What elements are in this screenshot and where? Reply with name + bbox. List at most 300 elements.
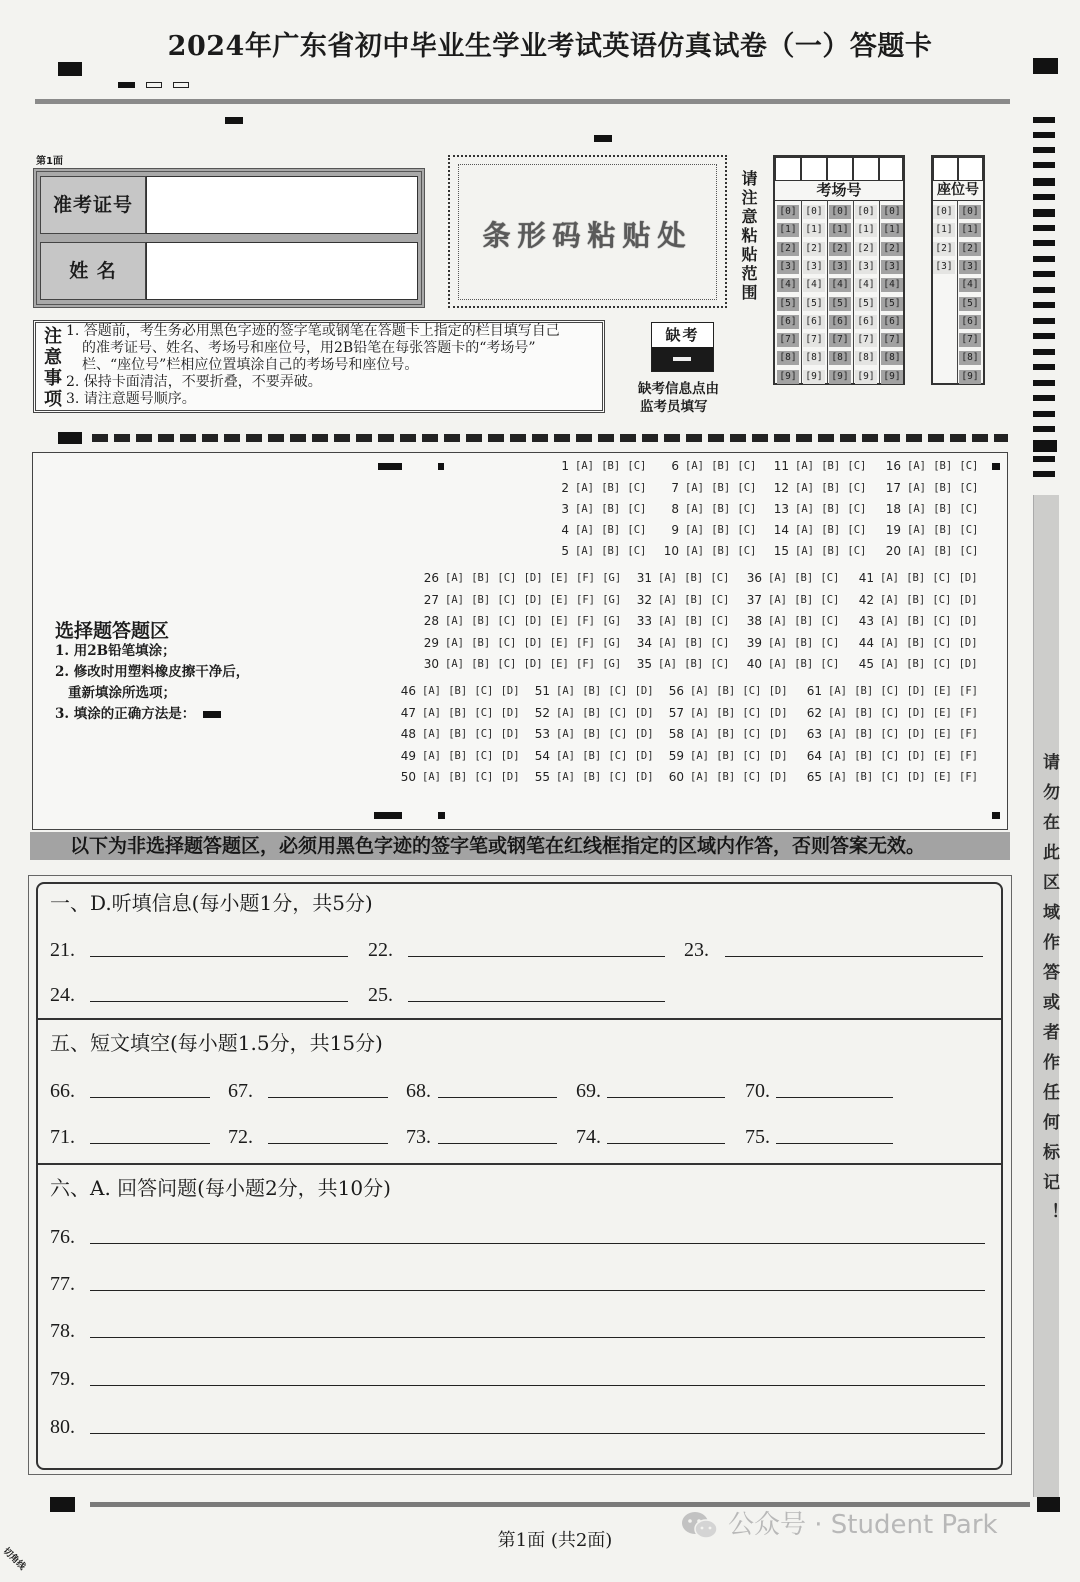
exam-room-bubble[interactable]: [6] — [777, 315, 799, 329]
answer-bubble-56-c[interactable]: [C] — [742, 685, 762, 697]
answer-bubble-9-a[interactable]: [A] — [685, 524, 704, 536]
seat-bubble[interactable]: [7] — [959, 333, 981, 347]
answer-bubble-50-a[interactable]: [A] — [422, 771, 441, 783]
seat-bubble[interactable]: [9] — [959, 370, 981, 384]
answer-bubble-4-a[interactable]: [A] — [575, 524, 594, 536]
answer-blank-68[interactable] — [438, 1097, 557, 1098]
answer-bubble-41-a[interactable]: [A] — [880, 572, 899, 584]
answer-bubble-55-b[interactable]: [B] — [582, 771, 602, 783]
exam-room-bubble[interactable]: [0] — [855, 205, 877, 219]
answer-bubble-59-c[interactable]: [C] — [742, 750, 762, 762]
answer-bubble-63-c[interactable]: [C] — [880, 728, 900, 740]
exam-room-bubble[interactable]: [3] — [881, 260, 903, 274]
answer-bubble-32-a[interactable]: [A] — [658, 594, 677, 606]
answer-bubble-9-c[interactable]: [C] — [737, 524, 757, 536]
answer-bubble-39-a[interactable]: [A] — [768, 637, 787, 649]
answer-bubble-28-d[interactable]: [D] — [523, 615, 543, 627]
exam-room-bubble[interactable]: [9] — [829, 370, 851, 384]
answer-bubble-63-a[interactable]: [A] — [828, 728, 847, 740]
answer-bubble-63-b[interactable]: [B] — [854, 728, 874, 740]
answer-blank-74[interactable] — [607, 1143, 725, 1144]
answer-bubble-49-d[interactable]: [D] — [500, 750, 520, 762]
exam-room-bubble[interactable]: [4] — [855, 278, 877, 292]
answer-bubble-6-a[interactable]: [A] — [685, 460, 704, 472]
answer-bubble-62-f[interactable]: [F] — [959, 707, 978, 719]
answer-bubble-63-f[interactable]: [F] — [959, 728, 978, 740]
answer-bubble-35-c[interactable]: [C] — [710, 658, 730, 670]
answer-bubble-27-b[interactable]: [B] — [471, 594, 491, 606]
answer-bubble-13-b[interactable]: [B] — [821, 503, 841, 515]
answer-bubble-41-c[interactable]: [C] — [932, 572, 952, 584]
answer-bubble-5-a[interactable]: [A] — [575, 545, 594, 557]
answer-bubble-42-b[interactable]: [B] — [906, 594, 926, 606]
answer-bubble-59-b[interactable]: [B] — [716, 750, 736, 762]
exam-room-write-cell[interactable] — [775, 157, 801, 181]
answer-bubble-45-b[interactable]: [B] — [906, 658, 926, 670]
answer-bubble-2-c[interactable]: [C] — [627, 482, 647, 494]
answer-bubble-58-b[interactable]: [B] — [716, 728, 736, 740]
answer-bubble-65-e[interactable]: [E] — [932, 771, 952, 783]
answer-bubble-11-a[interactable]: [A] — [795, 460, 814, 472]
answer-bubble-36-a[interactable]: [A] — [768, 572, 787, 584]
exam-room-bubble[interactable]: [5] — [829, 297, 851, 311]
answer-bubble-5-c[interactable]: [C] — [627, 545, 647, 557]
answer-bubble-35-a[interactable]: [A] — [658, 658, 677, 670]
answer-bubble-57-a[interactable]: [A] — [690, 707, 709, 719]
answer-bubble-3-a[interactable]: [A] — [575, 503, 594, 515]
exam-room-bubble[interactable]: [3] — [829, 260, 851, 274]
answer-blank-75[interactable] — [776, 1143, 893, 1144]
answer-bubble-44-c[interactable]: [C] — [932, 637, 952, 649]
exam-room-bubble[interactable]: [8] — [777, 351, 799, 365]
answer-bubble-32-b[interactable]: [B] — [684, 594, 704, 606]
exam-room-bubble[interactable]: [3] — [803, 260, 825, 274]
exam-room-bubble[interactable]: [1] — [855, 223, 877, 237]
answer-bubble-29-b[interactable]: [B] — [471, 637, 491, 649]
answer-bubble-37-c[interactable]: [C] — [820, 594, 840, 606]
answer-bubble-53-d[interactable]: [D] — [634, 728, 654, 740]
answer-blank-78[interactable] — [90, 1337, 985, 1338]
answer-bubble-4-c[interactable]: [C] — [627, 524, 647, 536]
answer-bubble-57-d[interactable]: [D] — [768, 707, 788, 719]
answer-bubble-30-c[interactable]: [C] — [497, 658, 517, 670]
answer-bubble-14-b[interactable]: [B] — [821, 524, 841, 536]
answer-bubble-31-b[interactable]: [B] — [684, 572, 704, 584]
answer-blank-77[interactable] — [90, 1290, 985, 1291]
answer-blank-80[interactable] — [90, 1433, 985, 1434]
exam-room-bubble[interactable]: [1] — [803, 223, 825, 237]
seat-bubble[interactable]: [0] — [959, 205, 981, 219]
answer-bubble-55-c[interactable]: [C] — [608, 771, 628, 783]
exam-room-bubble[interactable]: [5] — [881, 297, 903, 311]
answer-bubble-1-c[interactable]: [C] — [627, 460, 647, 472]
answer-bubble-65-b[interactable]: [B] — [854, 771, 874, 783]
answer-bubble-38-c[interactable]: [C] — [820, 615, 840, 627]
answer-bubble-11-b[interactable]: [B] — [821, 460, 841, 472]
answer-bubble-51-a[interactable]: [A] — [556, 685, 575, 697]
answer-blank-72[interactable] — [268, 1143, 388, 1144]
answer-bubble-56-b[interactable]: [B] — [716, 685, 736, 697]
answer-bubble-48-d[interactable]: [D] — [500, 728, 520, 740]
answer-bubble-60-d[interactable]: [D] — [768, 771, 788, 783]
answer-bubble-58-a[interactable]: [A] — [690, 728, 709, 740]
answer-bubble-62-e[interactable]: [E] — [932, 707, 952, 719]
exam-room-bubble[interactable]: [7] — [881, 333, 903, 347]
answer-blank-73[interactable] — [438, 1143, 557, 1144]
answer-bubble-53-c[interactable]: [C] — [608, 728, 628, 740]
answer-bubble-62-d[interactable]: [D] — [906, 707, 926, 719]
answer-bubble-47-d[interactable]: [D] — [500, 707, 520, 719]
answer-bubble-9-b[interactable]: [B] — [711, 524, 731, 536]
answer-bubble-52-b[interactable]: [B] — [582, 707, 602, 719]
answer-bubble-46-d[interactable]: [D] — [500, 685, 520, 697]
answer-bubble-62-a[interactable]: [A] — [828, 707, 847, 719]
answer-bubble-12-b[interactable]: [B] — [821, 482, 841, 494]
answer-bubble-2-b[interactable]: [B] — [601, 482, 621, 494]
exam-room-bubble[interactable]: [4] — [777, 278, 799, 292]
answer-bubble-3-b[interactable]: [B] — [601, 503, 621, 515]
exam-room-bubble[interactable]: [5] — [777, 297, 799, 311]
answer-blank-67[interactable] — [268, 1097, 388, 1098]
answer-bubble-32-c[interactable]: [C] — [710, 594, 730, 606]
answer-bubble-38-b[interactable]: [B] — [794, 615, 814, 627]
answer-bubble-45-a[interactable]: [A] — [880, 658, 899, 670]
answer-bubble-58-c[interactable]: [C] — [742, 728, 762, 740]
answer-bubble-30-d[interactable]: [D] — [523, 658, 543, 670]
answer-bubble-64-d[interactable]: [D] — [906, 750, 926, 762]
exam-room-bubble[interactable]: [8] — [829, 351, 851, 365]
answer-bubble-51-d[interactable]: [D] — [634, 685, 654, 697]
answer-bubble-1-b[interactable]: [B] — [601, 460, 621, 472]
answer-bubble-65-a[interactable]: [A] — [828, 771, 847, 783]
answer-bubble-60-a[interactable]: [A] — [690, 771, 709, 783]
exam-room-bubble[interactable]: [4] — [829, 278, 851, 292]
answer-bubble-31-c[interactable]: [C] — [710, 572, 730, 584]
exam-room-bubble[interactable]: [1] — [881, 223, 903, 237]
answer-blank-23[interactable] — [725, 956, 983, 957]
answer-bubble-3-c[interactable]: [C] — [627, 503, 647, 515]
exam-room-bubble[interactable]: [8] — [855, 351, 877, 365]
answer-blank-76[interactable] — [90, 1243, 985, 1244]
answer-bubble-15-c[interactable]: [C] — [847, 545, 867, 557]
answer-bubble-34-b[interactable]: [B] — [684, 637, 704, 649]
answer-bubble-28-f[interactable]: [F] — [576, 615, 595, 627]
answer-bubble-39-c[interactable]: [C] — [820, 637, 840, 649]
answer-bubble-40-b[interactable]: [B] — [794, 658, 814, 670]
answer-bubble-7-a[interactable]: [A] — [685, 482, 704, 494]
exam-room-bubble[interactable]: [9] — [803, 370, 825, 384]
answer-bubble-59-a[interactable]: [A] — [690, 750, 709, 762]
answer-bubble-41-b[interactable]: [B] — [906, 572, 926, 584]
answer-bubble-15-a[interactable]: [A] — [795, 545, 814, 557]
answer-blank-69[interactable] — [607, 1097, 725, 1098]
answer-bubble-6-c[interactable]: [C] — [737, 460, 757, 472]
answer-bubble-53-a[interactable]: [A] — [556, 728, 575, 740]
answer-bubble-45-d[interactable]: [D] — [958, 658, 978, 670]
answer-bubble-13-c[interactable]: [C] — [847, 503, 867, 515]
answer-bubble-51-c[interactable]: [C] — [608, 685, 628, 697]
answer-bubble-27-f[interactable]: [F] — [576, 594, 595, 606]
answer-bubble-33-c[interactable]: [C] — [710, 615, 730, 627]
answer-bubble-60-c[interactable]: [C] — [742, 771, 762, 783]
answer-bubble-45-c[interactable]: [C] — [932, 658, 952, 670]
answer-bubble-13-a[interactable]: [A] — [795, 503, 814, 515]
answer-bubble-47-b[interactable]: [B] — [448, 707, 468, 719]
answer-bubble-47-c[interactable]: [C] — [474, 707, 494, 719]
exam-room-write-cell[interactable] — [853, 157, 879, 181]
answer-bubble-63-d[interactable]: [D] — [906, 728, 926, 740]
seat-bubble[interactable]: [6] — [959, 315, 981, 329]
exam-room-bubble[interactable]: [5] — [803, 297, 825, 311]
answer-bubble-19-a[interactable]: [A] — [907, 524, 926, 536]
answer-blank-21[interactable] — [90, 956, 348, 957]
answer-bubble-17-a[interactable]: [A] — [907, 482, 926, 494]
seat-bubble[interactable]: [8] — [959, 351, 981, 365]
exam-room-bubble[interactable]: [6] — [881, 315, 903, 329]
answer-bubble-26-a[interactable]: [A] — [445, 572, 464, 584]
answer-bubble-28-g[interactable]: [G] — [602, 615, 622, 627]
answer-bubble-42-a[interactable]: [A] — [880, 594, 899, 606]
answer-bubble-29-a[interactable]: [A] — [445, 637, 464, 649]
answer-bubble-54-b[interactable]: [B] — [582, 750, 602, 762]
answer-bubble-39-b[interactable]: [B] — [794, 637, 814, 649]
exam-room-bubble[interactable]: [4] — [881, 278, 903, 292]
answer-bubble-10-c[interactable]: [C] — [737, 545, 757, 557]
answer-bubble-59-d[interactable]: [D] — [768, 750, 788, 762]
answer-bubble-12-c[interactable]: [C] — [847, 482, 867, 494]
answer-bubble-34-a[interactable]: [A] — [658, 637, 677, 649]
answer-bubble-54-a[interactable]: [A] — [556, 750, 575, 762]
answer-bubble-62-b[interactable]: [B] — [854, 707, 874, 719]
answer-bubble-43-a[interactable]: [A] — [880, 615, 899, 627]
seat-bubble[interactable]: [1] — [933, 223, 955, 237]
exam-room-bubble[interactable]: [6] — [855, 315, 877, 329]
answer-bubble-43-c[interactable]: [C] — [932, 615, 952, 627]
answer-bubble-43-d[interactable]: [D] — [958, 615, 978, 627]
exam-room-bubble[interactable]: [3] — [855, 260, 877, 274]
answer-bubble-8-b[interactable]: [B] — [711, 503, 731, 515]
answer-bubble-43-b[interactable]: [B] — [906, 615, 926, 627]
answer-bubble-64-e[interactable]: [E] — [932, 750, 952, 762]
answer-bubble-46-c[interactable]: [C] — [474, 685, 494, 697]
name-field[interactable] — [146, 242, 418, 300]
answer-bubble-36-b[interactable]: [B] — [794, 572, 814, 584]
answer-bubble-63-e[interactable]: [E] — [932, 728, 952, 740]
answer-bubble-17-b[interactable]: [B] — [933, 482, 953, 494]
answer-bubble-20-b[interactable]: [B] — [933, 545, 953, 557]
seat-bubble[interactable]: [2] — [959, 242, 981, 256]
exam-room-bubble[interactable]: [2] — [777, 242, 799, 256]
exam-room-bubble[interactable]: [9] — [881, 370, 903, 384]
answer-bubble-44-a[interactable]: [A] — [880, 637, 899, 649]
answer-bubble-12-a[interactable]: [A] — [795, 482, 814, 494]
seat-bubble[interactable]: [3] — [933, 260, 955, 274]
answer-bubble-30-b[interactable]: [B] — [471, 658, 491, 670]
seat-bubble[interactable]: [0] — [933, 205, 955, 219]
answer-bubble-58-d[interactable]: [D] — [768, 728, 788, 740]
exam-room-bubble[interactable]: [2] — [855, 242, 877, 256]
answer-bubble-56-d[interactable]: [D] — [768, 685, 788, 697]
answer-bubble-1-a[interactable]: [A] — [575, 460, 594, 472]
answer-bubble-61-b[interactable]: [B] — [854, 685, 874, 697]
exam-room-bubble[interactable]: [4] — [803, 278, 825, 292]
exam-room-bubble[interactable]: [0] — [803, 205, 825, 219]
answer-bubble-64-c[interactable]: [C] — [880, 750, 900, 762]
answer-bubble-49-a[interactable]: [A] — [422, 750, 441, 762]
answer-bubble-42-c[interactable]: [C] — [932, 594, 952, 606]
exam-room-bubble[interactable]: [7] — [829, 333, 851, 347]
seat-bubble[interactable]: [2] — [933, 242, 955, 256]
answer-bubble-46-b[interactable]: [B] — [448, 685, 468, 697]
answer-bubble-27-c[interactable]: [C] — [497, 594, 517, 606]
exam-room-bubble[interactable]: [2] — [881, 242, 903, 256]
exam-room-bubble[interactable]: [6] — [829, 315, 851, 329]
seat-bubble[interactable]: [3] — [959, 260, 981, 274]
answer-bubble-29-d[interactable]: [D] — [523, 637, 543, 649]
answer-bubble-48-b[interactable]: [B] — [448, 728, 468, 740]
answer-bubble-30-f[interactable]: [F] — [576, 658, 595, 670]
answer-bubble-8-c[interactable]: [C] — [737, 503, 757, 515]
answer-bubble-37-b[interactable]: [B] — [794, 594, 814, 606]
answer-bubble-29-c[interactable]: [C] — [497, 637, 517, 649]
answer-bubble-60-b[interactable]: [B] — [716, 771, 736, 783]
exam-room-write-cell[interactable] — [879, 157, 903, 181]
answer-bubble-26-e[interactable]: [E] — [549, 572, 569, 584]
answer-bubble-47-a[interactable]: [A] — [422, 707, 441, 719]
answer-bubble-64-a[interactable]: [A] — [828, 750, 847, 762]
seat-bubble[interactable]: [1] — [959, 223, 981, 237]
answer-bubble-40-a[interactable]: [A] — [768, 658, 787, 670]
answer-bubble-44-d[interactable]: [D] — [958, 637, 978, 649]
answer-bubble-27-e[interactable]: [E] — [549, 594, 569, 606]
answer-bubble-55-d[interactable]: [D] — [634, 771, 654, 783]
answer-blank-24[interactable] — [90, 1001, 348, 1002]
exam-room-bubble[interactable]: [1] — [777, 223, 799, 237]
answer-bubble-44-b[interactable]: [B] — [906, 637, 926, 649]
answer-blank-70[interactable] — [776, 1097, 893, 1098]
exam-room-write-cell[interactable] — [801, 157, 827, 181]
answer-bubble-26-c[interactable]: [C] — [497, 572, 517, 584]
answer-bubble-14-a[interactable]: [A] — [795, 524, 814, 536]
answer-bubble-57-c[interactable]: [C] — [742, 707, 762, 719]
answer-bubble-55-a[interactable]: [A] — [556, 771, 575, 783]
answer-bubble-4-b[interactable]: [B] — [601, 524, 621, 536]
answer-bubble-28-a[interactable]: [A] — [445, 615, 464, 627]
answer-bubble-65-f[interactable]: [F] — [959, 771, 978, 783]
answer-blank-25[interactable] — [408, 1001, 665, 1002]
answer-bubble-28-e[interactable]: [E] — [549, 615, 569, 627]
answer-bubble-28-b[interactable]: [B] — [471, 615, 491, 627]
answer-bubble-7-b[interactable]: [B] — [711, 482, 731, 494]
answer-bubble-27-a[interactable]: [A] — [445, 594, 464, 606]
exam-room-bubble[interactable]: [7] — [855, 333, 877, 347]
answer-bubble-48-a[interactable]: [A] — [422, 728, 441, 740]
answer-bubble-10-a[interactable]: [A] — [685, 545, 704, 557]
exam-room-bubble[interactable]: [3] — [777, 260, 799, 274]
answer-bubble-7-c[interactable]: [C] — [737, 482, 757, 494]
answer-bubble-20-a[interactable]: [A] — [907, 545, 926, 557]
answer-bubble-19-b[interactable]: [B] — [933, 524, 953, 536]
exam-room-bubble[interactable]: [7] — [777, 333, 799, 347]
answer-bubble-18-c[interactable]: [C] — [959, 503, 979, 515]
seat-bubble[interactable]: [5] — [959, 297, 981, 311]
answer-bubble-61-f[interactable]: [F] — [959, 685, 978, 697]
answer-bubble-16-b[interactable]: [B] — [933, 460, 953, 472]
answer-blank-22[interactable] — [408, 956, 665, 957]
answer-bubble-26-g[interactable]: [G] — [602, 572, 622, 584]
answer-bubble-49-b[interactable]: [B] — [448, 750, 468, 762]
seat-bubble[interactable]: [4] — [959, 278, 981, 292]
exam-room-bubble[interactable]: [1] — [829, 223, 851, 237]
seat-write-cell[interactable] — [958, 157, 983, 181]
answer-bubble-29-e[interactable]: [E] — [549, 637, 569, 649]
exam-room-bubble[interactable]: [9] — [777, 370, 799, 384]
answer-bubble-52-d[interactable]: [D] — [634, 707, 654, 719]
answer-bubble-54-c[interactable]: [C] — [608, 750, 628, 762]
answer-bubble-16-c[interactable]: [C] — [959, 460, 979, 472]
answer-bubble-30-a[interactable]: [A] — [445, 658, 464, 670]
answer-bubble-51-b[interactable]: [B] — [582, 685, 602, 697]
exam-room-bubble[interactable]: [0] — [829, 205, 851, 219]
answer-bubble-27-g[interactable]: [G] — [602, 594, 622, 606]
answer-bubble-65-d[interactable]: [D] — [906, 771, 926, 783]
exam-room-bubble[interactable]: [2] — [829, 242, 851, 256]
answer-bubble-18-a[interactable]: [A] — [907, 503, 926, 515]
answer-bubble-26-d[interactable]: [D] — [523, 572, 543, 584]
answer-blank-79[interactable] — [90, 1385, 985, 1386]
exam-room-bubble[interactable]: [7] — [803, 333, 825, 347]
answer-bubble-14-c[interactable]: [C] — [847, 524, 867, 536]
answer-blank-66[interactable] — [90, 1097, 210, 1098]
exam-room-bubble[interactable]: [8] — [881, 351, 903, 365]
answer-bubble-64-f[interactable]: [F] — [959, 750, 978, 762]
answer-bubble-42-d[interactable]: [D] — [958, 594, 978, 606]
answer-bubble-26-f[interactable]: [F] — [576, 572, 595, 584]
answer-bubble-57-b[interactable]: [B] — [716, 707, 736, 719]
answer-bubble-31-a[interactable]: [A] — [658, 572, 677, 584]
answer-bubble-46-a[interactable]: [A] — [422, 685, 441, 697]
exam-room-bubble[interactable]: [6] — [803, 315, 825, 329]
answer-bubble-62-c[interactable]: [C] — [880, 707, 900, 719]
answer-bubble-11-c[interactable]: [C] — [847, 460, 867, 472]
answer-bubble-52-c[interactable]: [C] — [608, 707, 628, 719]
answer-bubble-61-d[interactable]: [D] — [906, 685, 926, 697]
answer-bubble-50-c[interactable]: [C] — [474, 771, 494, 783]
answer-bubble-48-c[interactable]: [C] — [474, 728, 494, 740]
answer-bubble-29-g[interactable]: [G] — [602, 637, 622, 649]
answer-bubble-19-c[interactable]: [C] — [959, 524, 979, 536]
answer-bubble-8-a[interactable]: [A] — [685, 503, 704, 515]
answer-bubble-33-b[interactable]: [B] — [684, 615, 704, 627]
answer-bubble-29-f[interactable]: [F] — [576, 637, 595, 649]
answer-bubble-33-a[interactable]: [A] — [658, 615, 677, 627]
answer-bubble-16-a[interactable]: [A] — [907, 460, 926, 472]
answer-bubble-65-c[interactable]: [C] — [880, 771, 900, 783]
exam-room-write-cell[interactable] — [827, 157, 853, 181]
answer-bubble-52-a[interactable]: [A] — [556, 707, 575, 719]
answer-bubble-28-c[interactable]: [C] — [497, 615, 517, 627]
exam-id-field[interactable] — [146, 176, 418, 234]
answer-bubble-40-c[interactable]: [C] — [820, 658, 840, 670]
answer-bubble-17-c[interactable]: [C] — [959, 482, 979, 494]
answer-bubble-20-c[interactable]: [C] — [959, 545, 979, 557]
answer-bubble-30-g[interactable]: [G] — [602, 658, 622, 670]
answer-bubble-37-a[interactable]: [A] — [768, 594, 787, 606]
answer-bubble-18-b[interactable]: [B] — [933, 503, 953, 515]
answer-bubble-15-b[interactable]: [B] — [821, 545, 841, 557]
answer-bubble-36-c[interactable]: [C] — [820, 572, 840, 584]
answer-bubble-61-e[interactable]: [E] — [932, 685, 952, 697]
